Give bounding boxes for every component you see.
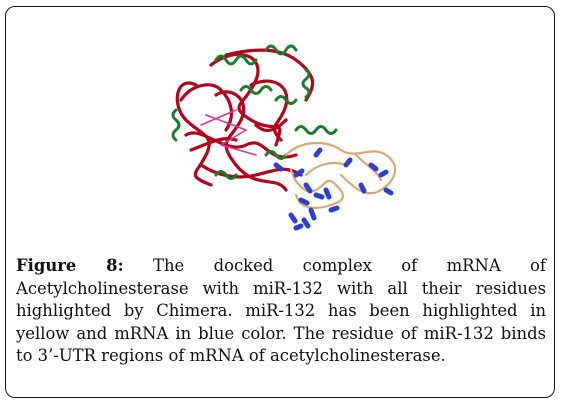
- figure-caption-text: The docked complex of mRNA of Acetylcholinesterase with miR-132 with all their residues highlighted by Chimera. miR-132 has been highlighted in yellow and mRNA in blue color. The residue of miR-132 binds to 3’-UTR regions of mRNA of acetylcholinesterase.: [16, 256, 546, 366]
- figure-label: Figure 8:: [16, 256, 124, 275]
- docked-complex-image: [156, 25, 406, 235]
- figure-frame: [5, 6, 555, 398]
- figure-caption: [16, 255, 546, 368]
